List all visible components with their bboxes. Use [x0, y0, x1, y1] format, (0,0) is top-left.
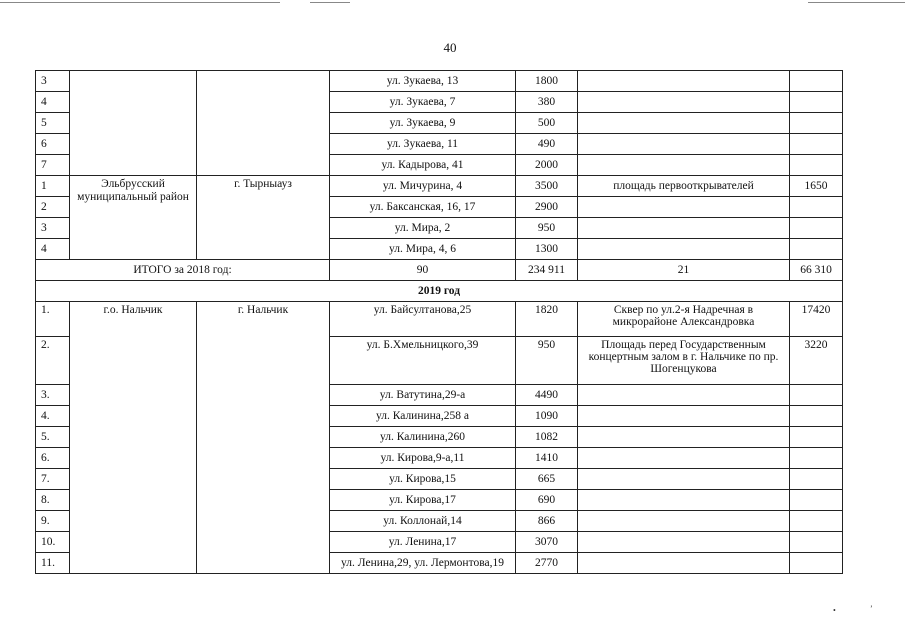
public-area-cell: [790, 553, 843, 574]
row-number: 3: [36, 218, 70, 239]
row-number: 11.: [36, 553, 70, 574]
address-cell: ул. Ватутина,29-а: [330, 385, 516, 406]
address-cell: ул. Кирова,9-а,11: [330, 448, 516, 469]
public-area-cell: [790, 406, 843, 427]
public-area-cell: [790, 71, 843, 92]
row-number: 5.: [36, 427, 70, 448]
address-cell: ул. Коллонай,14: [330, 511, 516, 532]
area-cell: 866: [516, 511, 578, 532]
row-number: 8.: [36, 490, 70, 511]
area-cell: 1820: [516, 302, 578, 337]
scan-speck: •: [833, 606, 836, 615]
city-cell: г. Нальчик: [197, 302, 330, 574]
row-number: 2: [36, 197, 70, 218]
area-cell: 1082: [516, 427, 578, 448]
total-label: ИТОГО за 2018 год:: [36, 260, 330, 281]
row-number: 5: [36, 113, 70, 134]
address-cell: ул. Байсултанова,25: [330, 302, 516, 337]
public-space-cell: [578, 448, 790, 469]
area-cell: 1300: [516, 239, 578, 260]
header-rule: [0, 2, 280, 3]
address-cell: ул. Калинина,260: [330, 427, 516, 448]
row-number: 7: [36, 155, 70, 176]
public-area-cell: [790, 490, 843, 511]
public-space-cell: [578, 490, 790, 511]
page-number: 40: [443, 40, 457, 55]
public-space-cell: [578, 92, 790, 113]
public-area-cell: 1650: [790, 176, 843, 197]
public-space-cell: Сквер по ул.2-я Надречная в микрорайоне Александровка: [578, 302, 790, 337]
area-cell: 4490: [516, 385, 578, 406]
public-space-cell: [578, 218, 790, 239]
public-area-cell: [790, 427, 843, 448]
row-number: 1: [36, 176, 70, 197]
row-number: 3.: [36, 385, 70, 406]
address-cell: ул. Баксанская, 16, 17: [330, 197, 516, 218]
public-space-cell: площадь первооткрывателей: [578, 176, 790, 197]
address-cell: ул. Зукаева, 13: [330, 71, 516, 92]
public-area-cell: 17420: [790, 302, 843, 337]
public-space-cell: [578, 71, 790, 92]
header-rule: [808, 2, 905, 3]
row-number: 7.: [36, 469, 70, 490]
address-cell: ул. Мира, 4, 6: [330, 239, 516, 260]
area-cell: 665: [516, 469, 578, 490]
public-space-cell: [578, 427, 790, 448]
address-cell: ул. Мира, 2: [330, 218, 516, 239]
area-cell: 1090: [516, 406, 578, 427]
area-cell: 690: [516, 490, 578, 511]
address-cell: ул. Б.Хмельницкого,39: [330, 337, 516, 385]
public-area-cell: [790, 197, 843, 218]
public-space-cell: [578, 553, 790, 574]
row-number: 4.: [36, 406, 70, 427]
total-count: 90: [330, 260, 516, 281]
header-rule: [310, 2, 350, 3]
scan-speck: ’: [870, 604, 873, 613]
public-area-cell: [790, 239, 843, 260]
public-area-cell: [790, 511, 843, 532]
row-number: 1.: [36, 302, 70, 337]
public-area-cell: [790, 469, 843, 490]
district-cell: [70, 71, 197, 176]
public-area-cell: [790, 155, 843, 176]
city-cell: г. Тырныауз: [197, 176, 330, 260]
row-number: 3: [36, 71, 70, 92]
public-area-cell: [790, 448, 843, 469]
address-cell: ул. Кирова,15: [330, 469, 516, 490]
row-number: 4: [36, 239, 70, 260]
address-cell: ул. Ленина,17: [330, 532, 516, 553]
public-space-cell: [578, 469, 790, 490]
area-cell: 950: [516, 218, 578, 239]
area-cell: 1410: [516, 448, 578, 469]
public-space-cell: [578, 532, 790, 553]
area-cell: 3500: [516, 176, 578, 197]
address-cell: ул. Ленина,29, ул. Лермонтова,19: [330, 553, 516, 574]
total-public-count: 21: [578, 260, 790, 281]
public-space-cell: [578, 511, 790, 532]
area-cell: 490: [516, 134, 578, 155]
address-cell: ул. Зукаева, 11: [330, 134, 516, 155]
area-cell: 2000: [516, 155, 578, 176]
public-space-cell: [578, 239, 790, 260]
row-number: 9.: [36, 511, 70, 532]
public-area-cell: [790, 385, 843, 406]
public-space-cell: Площадь перед Государственным концертным залом в г. Нальчике по пр. Шогенцукова: [578, 337, 790, 385]
row-number: 6: [36, 134, 70, 155]
total-public-area: 66 310: [790, 260, 843, 281]
area-cell: 380: [516, 92, 578, 113]
area-cell: 1800: [516, 71, 578, 92]
public-space-cell: [578, 155, 790, 176]
table-row: [36, 176, 843, 197]
table-row: [36, 302, 843, 337]
area-cell: 950: [516, 337, 578, 385]
city-cell: [197, 71, 330, 176]
public-space-cell: [578, 406, 790, 427]
row-number: 6.: [36, 448, 70, 469]
public-area-cell: [790, 218, 843, 239]
district-cell: г.о. Нальчик: [70, 302, 197, 574]
area-cell: 2770: [516, 553, 578, 574]
year-header-row: [36, 281, 843, 302]
public-space-cell: [578, 113, 790, 134]
address-cell: ул. Кирова,17: [330, 490, 516, 511]
address-cell: ул. Калинина,258 а: [330, 406, 516, 427]
year-2019-title: 2019 год: [36, 281, 843, 302]
public-area-cell: [790, 134, 843, 155]
public-space-cell: [578, 385, 790, 406]
public-area-cell: [790, 92, 843, 113]
public-area-cell: 3220: [790, 337, 843, 385]
address-cell: ул. Зукаева, 7: [330, 92, 516, 113]
table-row: [36, 71, 843, 92]
row-number: 10.: [36, 532, 70, 553]
area-cell: 2900: [516, 197, 578, 218]
registry-table: [35, 70, 843, 574]
district-cell: Эльбрусский муниципальный район: [70, 176, 197, 260]
address-cell: ул. Мичурина, 4: [330, 176, 516, 197]
area-cell: 500: [516, 113, 578, 134]
address-cell: ул. Кадырова, 41: [330, 155, 516, 176]
address-cell: ул. Зукаева, 9: [330, 113, 516, 134]
row-number: 2.: [36, 337, 70, 385]
total-area: 234 911: [516, 260, 578, 281]
public-area-cell: [790, 113, 843, 134]
public-space-cell: [578, 197, 790, 218]
public-area-cell: [790, 532, 843, 553]
public-space-cell: [578, 134, 790, 155]
total-row: [36, 260, 843, 281]
row-number: 4: [36, 92, 70, 113]
area-cell: 3070: [516, 532, 578, 553]
